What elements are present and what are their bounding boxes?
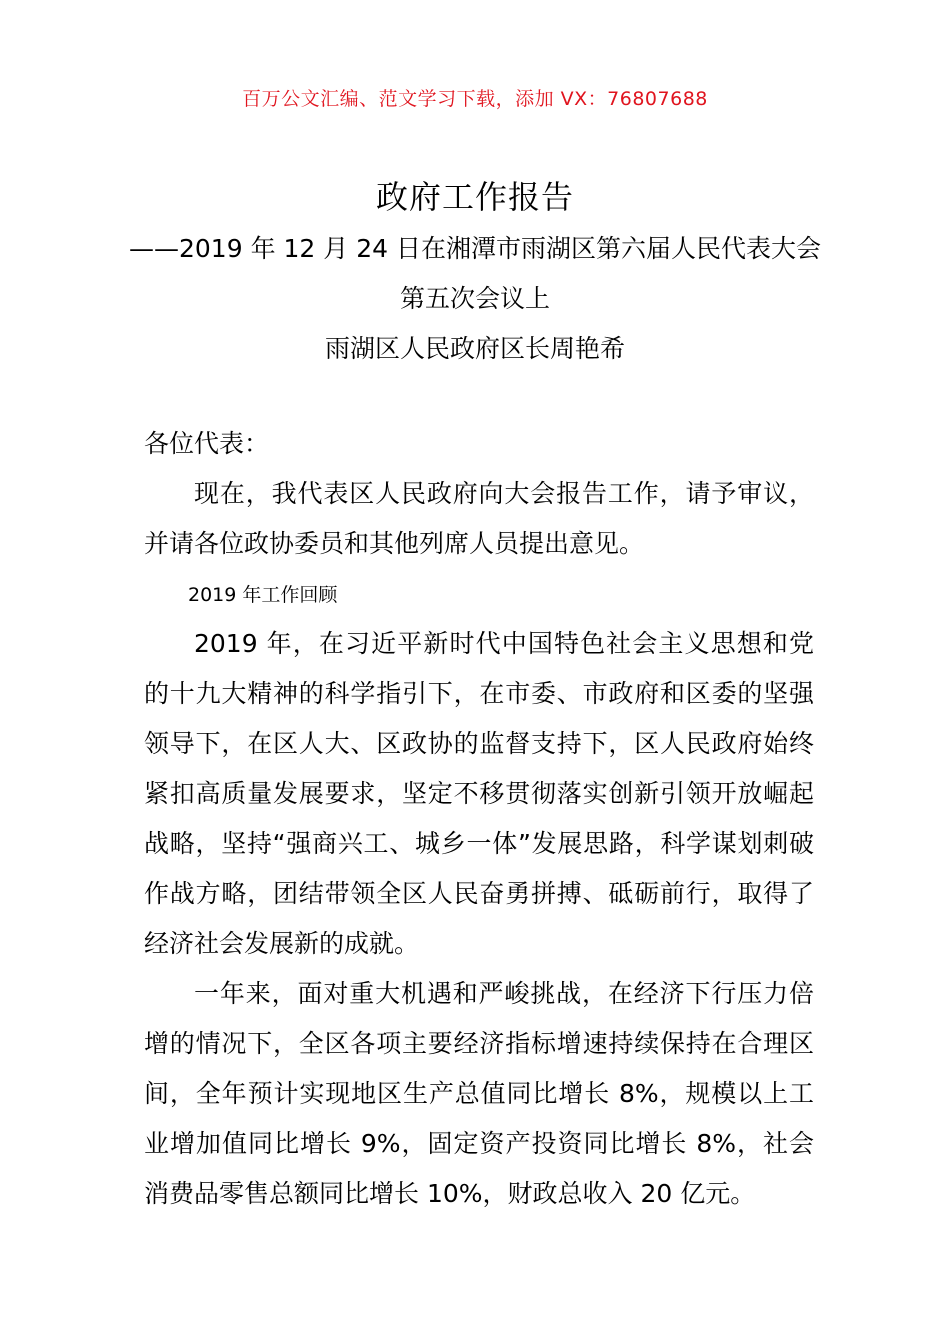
- subtitle-line-1: ——2019 年 12 月 24 日在湘潭市雨湖区第六届人民代表大会: [129, 234, 821, 263]
- section-heading: 2019 年工作回顾: [188, 584, 338, 606]
- paragraph-2: 2019 年，在习近平新时代中国特色社会主义思想和党的十九大精神的科学指引下，在市委、市政府和区委的坚强领导下，在区人大、区政协的监督支持下，区人民政府始终紧扣高质量发展要求，坚定不移贯彻落实创新引领开放崛起战略，坚持“强商兴工、城乡一体”发展思路，科学谋划刺破作战方略，团结带领全区人民奋勇拼搏、砥砺前行，取得了经济社会发展新的成就。: [144, 629, 814, 958]
- document-title: 政府工作报告: [375, 178, 574, 216]
- subtitle-line-2: 第五次会议上: [399, 284, 550, 313]
- header-note: 百万公文汇编、范文学习下载，添加 VX：76807688: [242, 88, 708, 110]
- salutation: 各位代表：: [144, 429, 270, 458]
- subtitle-line-3: 雨湖区人民政府区长周艳希: [324, 334, 625, 363]
- paragraph-1: 现在，我代表区人民政府向大会报告工作，请予审议，并请各位政协委员和其他列席人员提出意见。: [144, 479, 814, 558]
- paragraph-3: 一年来，面对重大机遇和严峻挑战，在经济下行压力倍增的情况下，全区各项主要经济指标增速持续保持在合理区间，全年预计实现地区生产总值同比增长 8%，规模以上工业增加值同比增长 9%，固定资产投资同比增长 8%，社会消费品零售总额同比增长 10%，财政总收入 20 亿元。: [144, 979, 814, 1208]
